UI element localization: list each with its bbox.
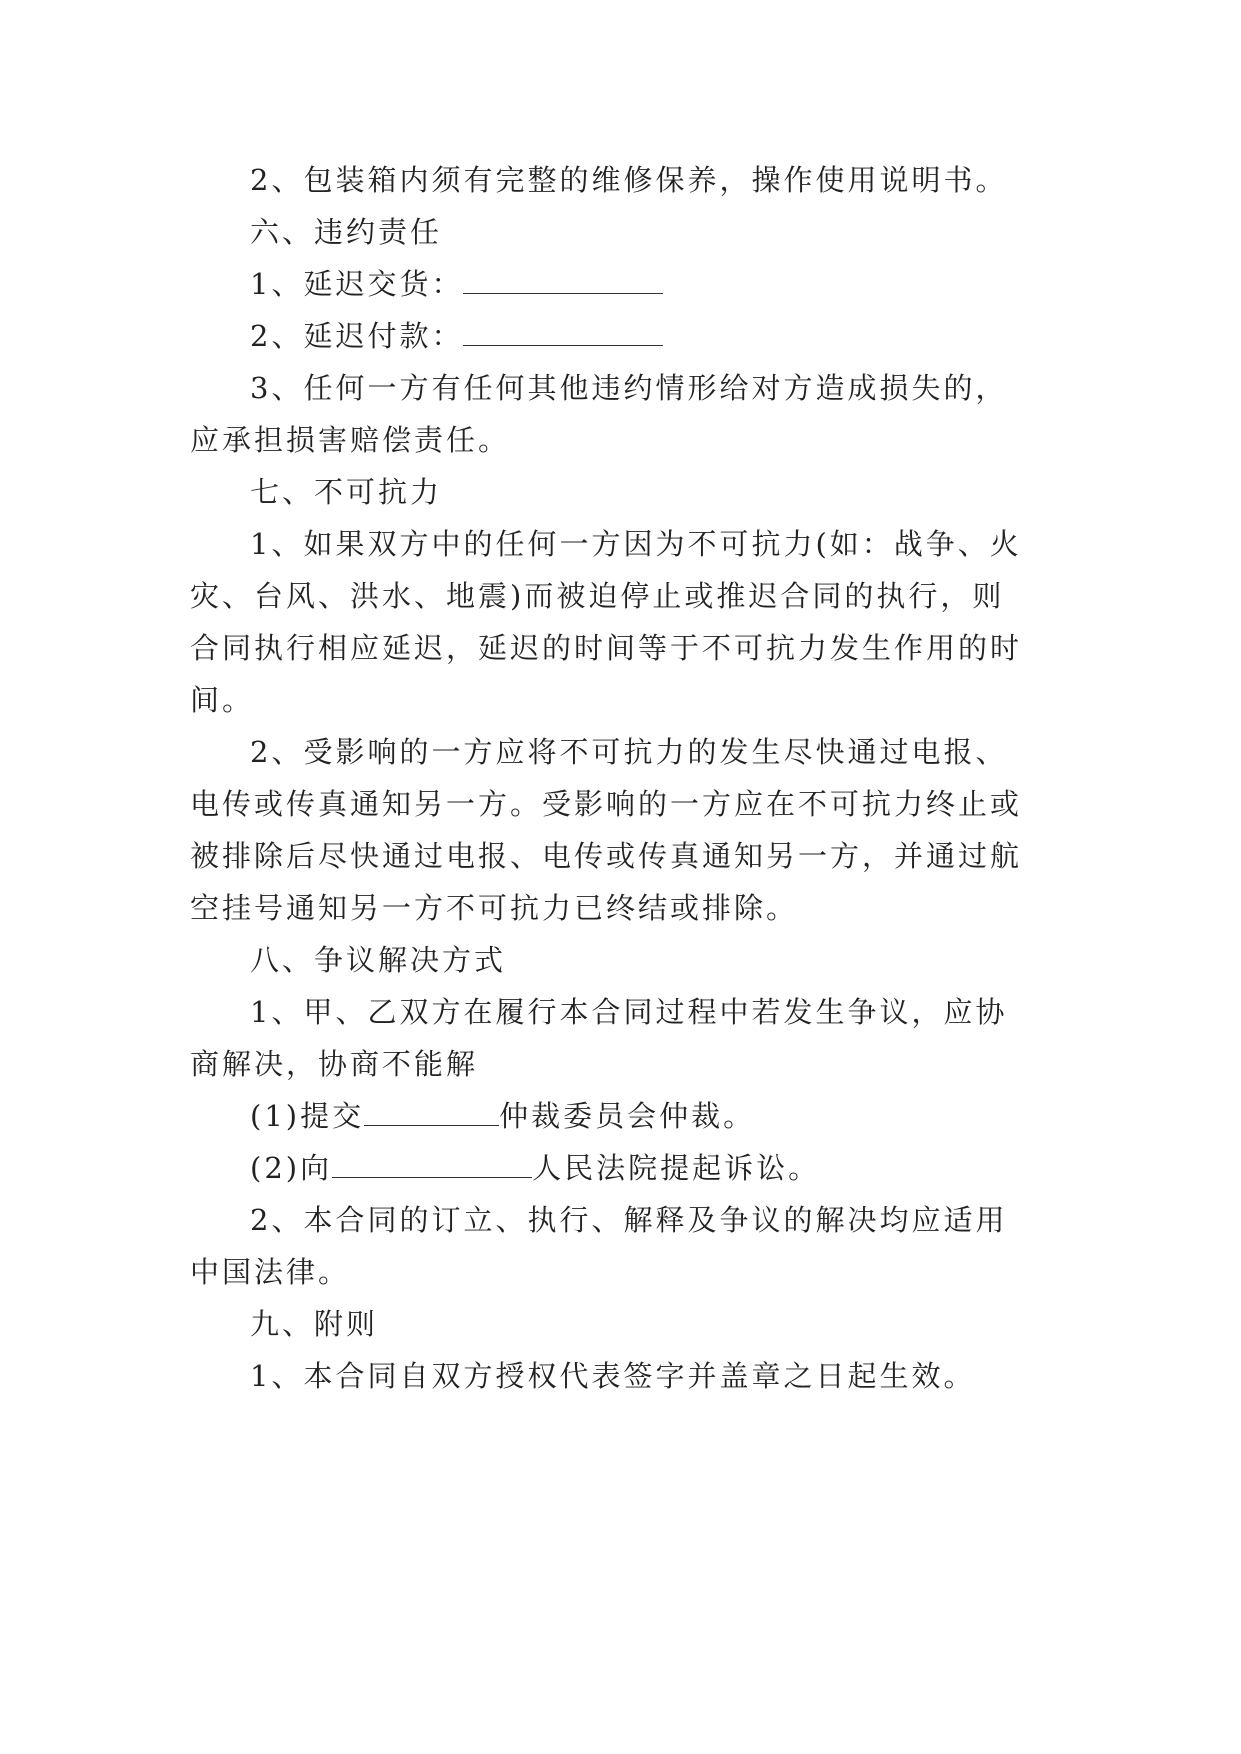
paragraph-force-majeure-2-line2: 电传或传真通知另一方。受影响的一方应在不可抗力终止或 bbox=[190, 787, 1023, 821]
delayed-delivery-blank bbox=[463, 271, 663, 294]
paragraph-force-majeure-2-line4: 空挂号通知另一方不可抗力已终结或排除。 bbox=[190, 891, 799, 925]
paragraph-other-breach-line1: 3、任何一方有任何其他违约情形给对方造成损失的， bbox=[250, 371, 1008, 405]
delayed-payment-blank bbox=[463, 323, 663, 346]
clause-arbitration-prefix: (1)提交 bbox=[250, 1099, 365, 1133]
paragraph-governing-law-line2: 中国法律。 bbox=[190, 1255, 351, 1289]
paragraph-force-majeure-1-line4: 间。 bbox=[190, 683, 255, 717]
paragraph-force-majeure-1-line3: 合同执行相应延迟，延迟的时间等于不可抗力发生作用的时 bbox=[190, 631, 1023, 665]
paragraph-force-majeure-1-line2: 灾、台风、洪水、地震)而被迫停止或推迟合同的执行，则 bbox=[190, 579, 1005, 613]
paragraph-governing-law-line1: 2、本合同的订立、执行、解释及争议的解决均应适用 bbox=[250, 1203, 1008, 1237]
section-heading-dispute-resolution: 八、争议解决方式 bbox=[250, 943, 507, 977]
clause-delayed-payment-label: 2、延迟付款： bbox=[250, 319, 464, 353]
paragraph-packaging-manual: 2、包装箱内须有完整的维修保养，操作使用说明书。 bbox=[250, 163, 1008, 197]
clause-arbitration-suffix: 仲裁委员会仲裁。 bbox=[499, 1099, 756, 1133]
clause-delayed-payment bbox=[250, 314, 663, 355]
arbitration-commission-blank bbox=[364, 1103, 499, 1126]
clause-arbitration bbox=[250, 1094, 755, 1135]
section-heading-breach-liability: 六、违约责任 bbox=[250, 215, 443, 249]
court-blank bbox=[332, 1155, 532, 1178]
paragraph-force-majeure-1-line1: 1、如果双方中的任何一方因为不可抗力(如：战争、火 bbox=[250, 527, 1022, 561]
section-heading-force-majeure: 七、不可抗力 bbox=[250, 475, 443, 509]
paragraph-dispute-1-line2: 商解决，协商不能解 bbox=[190, 1047, 479, 1081]
clause-litigation-suffix: 人民法院提起诉讼。 bbox=[532, 1151, 821, 1185]
paragraph-force-majeure-2-line1: 2、受影响的一方应将不可抗力的发生尽快通过电报、 bbox=[250, 735, 1008, 769]
paragraph-effective-date: 1、本合同自双方授权代表签字并盖章之日起生效。 bbox=[250, 1359, 976, 1393]
paragraph-dispute-1-line1: 1、甲、乙双方在履行本合同过程中若发生争议，应协 bbox=[250, 995, 1008, 1029]
paragraph-other-breach-line2: 应承担损害赔偿责任。 bbox=[190, 423, 511, 457]
section-heading-supplementary: 九、附则 bbox=[250, 1307, 379, 1341]
clause-litigation bbox=[250, 1146, 820, 1187]
clause-delayed-delivery-label: 1、延迟交货： bbox=[250, 267, 464, 301]
clause-delayed-delivery bbox=[250, 262, 663, 303]
clause-litigation-prefix: (2)向 bbox=[250, 1151, 333, 1185]
paragraph-force-majeure-2-line3: 被排除后尽快通过电报、电传或传真通知另一方，并通过航 bbox=[190, 839, 1023, 873]
